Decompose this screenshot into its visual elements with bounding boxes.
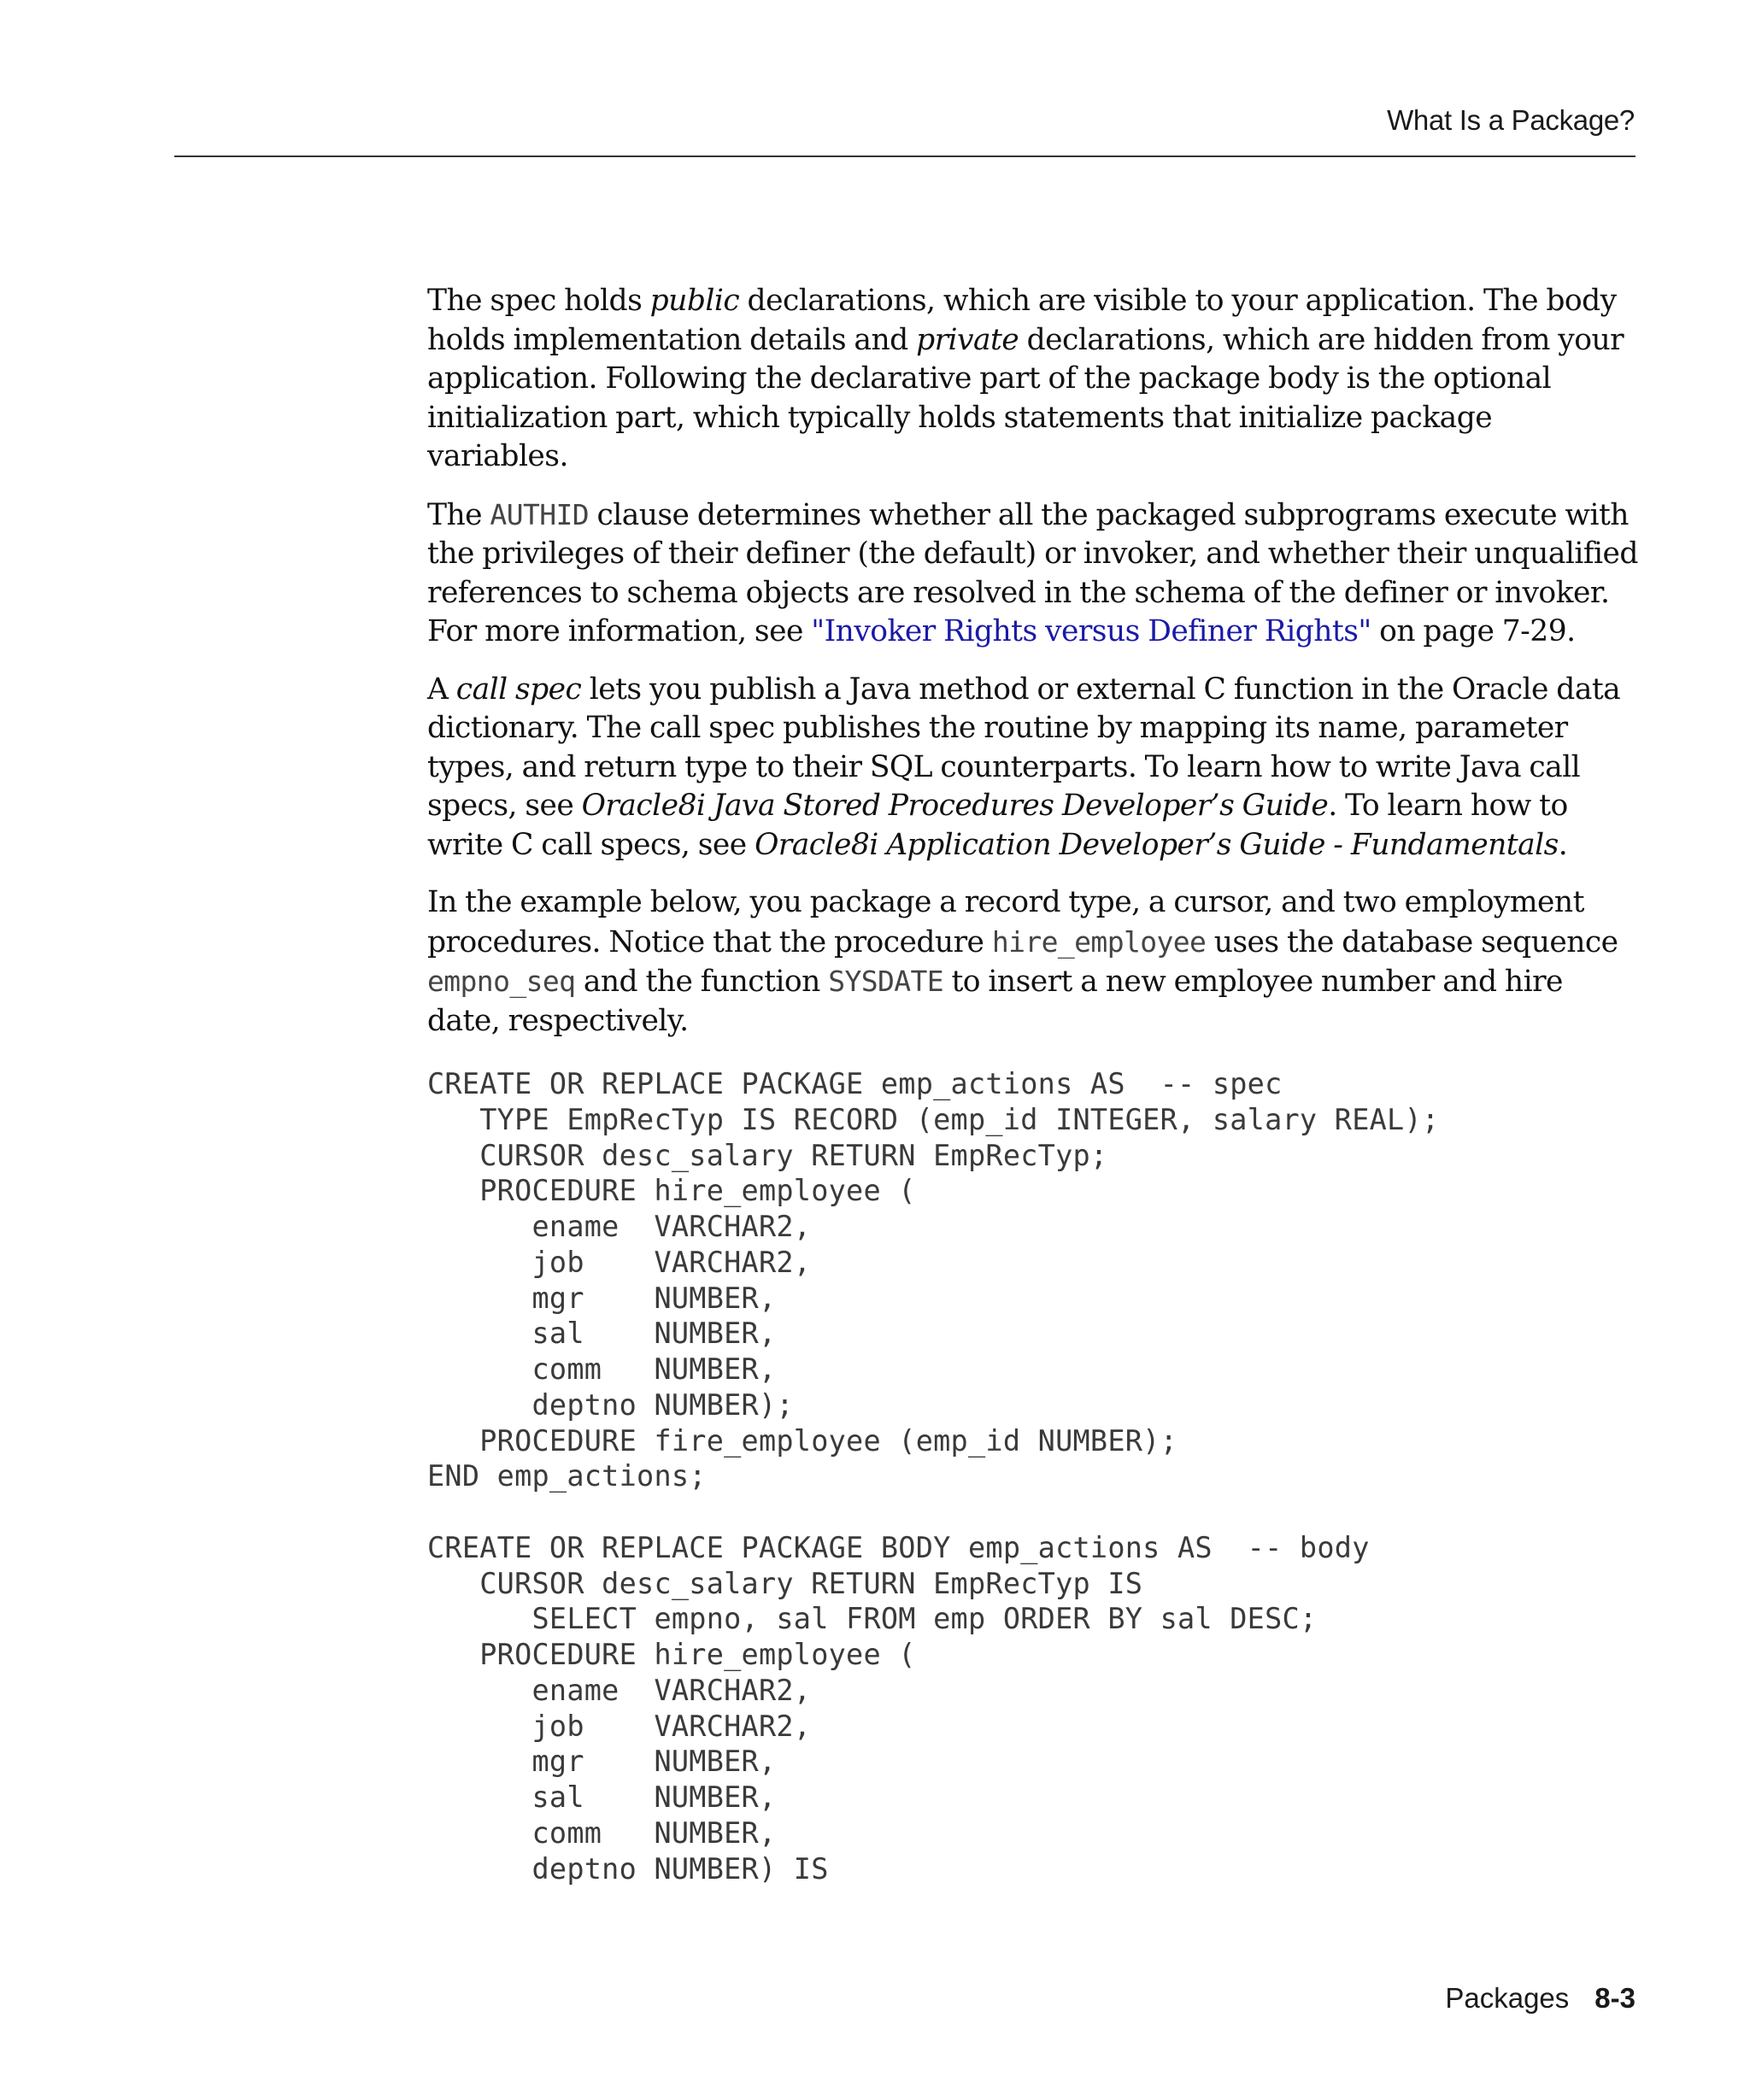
text: uses the database sequence — [1206, 924, 1618, 959]
inline-code-authid: AUTHID — [490, 497, 590, 531]
code-line: mgr NUMBER, — [427, 1745, 777, 1779]
code-line: job VARCHAR2, — [427, 1709, 812, 1743]
code-line: CREATE OR REPLACE PACKAGE BODY emp_actions AS -- body — [427, 1530, 1370, 1564]
text: A — [427, 672, 456, 707]
paragraph-call-spec — [427, 671, 1641, 865]
inline-code-empno-seq: empno_seq — [427, 965, 576, 998]
cross-reference-link[interactable]: "Invoker Rights versus Definer Rights" — [811, 614, 1371, 648]
code-line: PROCEDURE hire_employee ( — [427, 1174, 916, 1208]
text: and the function — [575, 965, 829, 999]
code-line: comm NUMBER, — [427, 1352, 777, 1386]
text: The — [427, 497, 490, 532]
code-line — [427, 1494, 1641, 1530]
text: clause determines whether all the packaged subprograms execute with the privileges of their definer (the default) or invoker, and whether their unqualified references to schema objects are resolved in the schema of the definer or invoker. For more information, see — [427, 497, 1638, 648]
emphasis-private: private — [916, 322, 1019, 357]
paragraph-example-intro — [427, 883, 1641, 1041]
book-title-java-guide: Oracle8i Java Stored Procedures Developer’s Guide — [581, 789, 1329, 823]
text: declarations, which are hidden from your application. Following the declarative part of the package body is the optional initialization part, which typically holds statements that initialize package variables. — [427, 322, 1624, 473]
code-line: ename VARCHAR2, — [427, 1673, 812, 1707]
header-divider — [174, 155, 1635, 157]
code-line: CURSOR desc_salary RETURN EmpRecTyp IS — [427, 1566, 1143, 1600]
code-line: sal NUMBER, — [427, 1317, 777, 1351]
inline-code-sysdate: SYSDATE — [828, 965, 944, 998]
code-line: ename VARCHAR2, — [427, 1210, 812, 1243]
code-line: deptno NUMBER); — [427, 1387, 794, 1422]
text: lets you publish a Java method or external C function in the Oracle data dictionary. The call spec publishes the routine by mapping its name, parameter types, and return type to their SQL counterparts. To learn how to write Java call specs, see — [427, 672, 1621, 823]
running-header: What Is a Package? — [1387, 104, 1635, 136]
code-line: job VARCHAR2, — [427, 1245, 812, 1279]
text: The spec holds — [427, 284, 650, 318]
paragraph-spec-body — [427, 282, 1641, 477]
page-footer — [1445, 1982, 1635, 2015]
code-line: deptno NUMBER) IS — [427, 1851, 829, 1886]
book-title-app-dev-guide: Oracle8i Application Developer’s Guide - Fundamentals — [755, 827, 1559, 862]
footer-page-number: 8-3 — [1594, 1982, 1635, 2014]
text: In the example below, you package a record type, a cursor, and two employment procedures. Notice that the procedure — [427, 885, 1584, 959]
page-body — [427, 282, 1641, 1886]
code-line: CREATE OR REPLACE PACKAGE emp_actions AS -- spec — [427, 1067, 1283, 1100]
emphasis-public: public — [649, 284, 740, 318]
footer-chapter-title: Packages — [1445, 1982, 1570, 2014]
code-line: comm NUMBER, — [427, 1816, 777, 1850]
code-line: SELECT empno, sal FROM emp ORDER BY sal DESC; — [427, 1602, 1318, 1636]
code-line: PROCEDURE hire_employee ( — [427, 1638, 916, 1671]
paragraph-authid — [427, 496, 1641, 652]
code-line: sal NUMBER, — [427, 1780, 777, 1814]
emphasis-call-spec: call spec — [455, 672, 582, 707]
text: to insert a new employee number and hire date, respectively. — [427, 965, 1563, 1038]
code-line: END emp_actions; — [427, 1459, 707, 1493]
code-line: CURSOR desc_salary RETURN EmpRecTyp; — [427, 1138, 1108, 1172]
text: on page 7-29. — [1371, 614, 1576, 648]
code-line: PROCEDURE fire_employee (emp_id NUMBER); — [427, 1423, 1178, 1458]
code-line: mgr NUMBER, — [427, 1281, 777, 1315]
code-example — [427, 1059, 1641, 1886]
text: . — [1558, 827, 1568, 862]
code-line: TYPE EmpRecTyp IS RECORD (emp_id INTEGER, salary REAL); — [427, 1102, 1440, 1136]
text: . To learn how to write C call specs, see — [427, 789, 1568, 862]
inline-code-hire-employee: hire_employee — [991, 924, 1207, 959]
text: declarations, which are visible to your application. The body holds implementation details and — [427, 284, 1617, 357]
